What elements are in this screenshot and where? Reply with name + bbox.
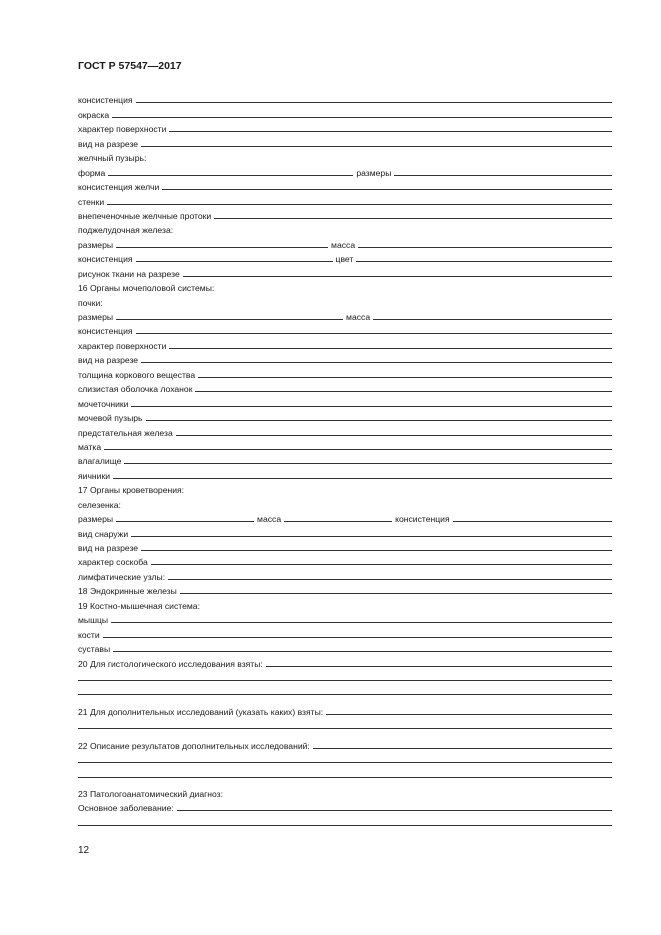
field-label: размеры [78,312,114,322]
field-label: характер соскоба [78,557,148,568]
form-row [78,423,612,437]
section-heading: 19 Костно-мышечная система: [78,600,200,611]
form-row [78,510,612,524]
form-row [78,452,612,466]
form-row [78,207,612,221]
field-label: форма [78,167,106,178]
form-row [78,409,612,423]
field-label: мышцы [78,615,109,626]
field-label: селезенка: [78,499,121,510]
section-title [78,785,612,799]
form-row [78,736,612,750]
field-label: желчный пузырь: [78,153,147,164]
fill-line[interactable] [103,637,612,638]
field-label: мочеточники [78,398,129,409]
fill-line[interactable] [168,579,612,580]
fill-line[interactable] [111,622,612,623]
field-label: характер поверхности [78,124,167,135]
fill-line[interactable] [78,694,612,695]
section-title [78,279,612,293]
field-label: характер поверхности [78,340,167,351]
field-label: поджелудочная железа: [78,225,174,236]
form-row [78,394,612,408]
field-label: мочевой пузырь [78,413,143,424]
fill-line[interactable] [112,117,612,118]
fill-line[interactable] [141,550,612,551]
fill-line[interactable] [313,748,612,749]
field-label: вид на разрезе [78,355,139,366]
field-label: консистенция [395,514,450,525]
fill-line[interactable] [356,261,612,262]
section-heading: 23 Патологоанатомический диагноз: [78,789,223,799]
fill-line[interactable] [141,362,612,363]
section-title [78,481,612,495]
autopsy-form [78,91,612,828]
fill-line[interactable] [453,521,612,522]
field-label: вид на разрезе [78,543,139,553]
field-label: вид снаружи [78,528,129,539]
form-row [78,120,612,134]
fill-line[interactable] [284,521,392,522]
fill-line[interactable] [214,218,612,219]
fill-line[interactable] [113,478,612,479]
form-row [78,654,612,668]
field-label: влагалище [78,456,122,467]
field-label: внепеченочные желчные протоки [78,210,212,221]
field-label: окраска [78,109,110,120]
field-label: масса [331,239,356,250]
section-label [78,293,612,307]
fill-line[interactable] [136,102,612,103]
form-row [78,553,612,567]
form-row [78,178,612,192]
blank-row [78,813,612,827]
form-row [78,611,612,625]
fill-line[interactable] [146,420,612,421]
fill-line[interactable] [104,449,612,450]
field-label: суставы [78,644,111,655]
fill-line[interactable] [169,348,612,349]
form-row [78,799,612,813]
form-row [78,582,612,596]
field-label: матка [78,441,102,452]
field-label: предстательная железа [78,427,173,438]
section-heading: 21 Для дополнительных исследований (указать каких) взяты: [78,706,324,717]
fill-line[interactable] [116,319,343,320]
fill-line[interactable] [151,564,612,565]
form-row [78,466,612,480]
form-row [78,192,612,206]
form-row [78,567,612,581]
field-label: размеры [78,239,114,250]
field-label: лимфатические узлы: [78,571,166,582]
fill-line[interactable] [195,391,612,392]
fill-line[interactable] [124,463,612,464]
blank-row [78,765,612,779]
form-row [78,702,612,716]
field-label: консистенция [78,326,133,337]
form-row [78,625,612,639]
field-label: яичники [78,470,111,481]
section-label [78,495,612,509]
fill-line[interactable] [373,319,612,320]
fill-line[interactable] [78,680,612,681]
field-label: консистенция желчи [78,182,160,193]
fill-line[interactable] [162,189,612,190]
form-row [78,163,612,177]
field-label: размеры [78,514,114,525]
field-label: вид на разрезе [78,138,139,149]
fill-line[interactable] [116,247,328,248]
field-label: консистенция [78,95,133,106]
form-row [78,235,612,249]
form-row [78,539,612,553]
fill-line[interactable] [78,762,612,763]
field-label: масса [257,514,282,525]
fill-line[interactable] [108,175,353,176]
fill-line[interactable] [266,666,612,667]
fill-line[interactable] [113,651,612,652]
form-row [78,640,612,654]
section-label [78,221,612,235]
field-label: консистенция [78,254,133,265]
fill-line[interactable] [198,377,612,378]
fill-line[interactable] [116,521,254,522]
fill-line[interactable] [394,175,612,176]
blank-row [78,717,612,731]
field-label: размеры [356,167,392,178]
fill-line[interactable] [78,825,612,826]
field-label: стенки [78,196,105,207]
fill-line[interactable] [141,146,612,147]
section-label [78,149,612,163]
blank-row [78,751,612,765]
field-label: масса [346,312,371,322]
form-row [78,524,612,538]
field-label: почки: [78,297,103,308]
field-label: рисунок ткани на разрезе [78,268,180,279]
section-heading: 17 Органы кроветворения: [78,485,185,496]
form-row [78,351,612,365]
fill-line[interactable] [358,247,612,248]
fill-line[interactable] [176,435,612,436]
fill-line[interactable] [136,333,612,334]
fill-line[interactable] [180,593,612,594]
fill-line[interactable] [131,406,612,407]
section-heading: 22 Описание результатов дополнительных исследований: [78,740,310,751]
field-label: толщина коркового вещества [78,369,196,380]
field-label: Основное заболевание: [78,803,174,814]
form-row [78,336,612,350]
form-row [78,250,612,264]
fill-line[interactable] [78,777,612,778]
page-number: 12 [78,845,90,856]
fill-line[interactable] [169,131,612,132]
document-header: ГОСТ Р 57547—2017 [78,60,182,72]
section-heading: 16 Органы мочеполовой системы: [78,283,215,294]
field-label: кости [78,629,100,640]
form-row [78,438,612,452]
fill-line[interactable] [177,810,612,811]
form-row [78,91,612,105]
fill-line[interactable] [136,261,333,262]
form-row [78,105,612,119]
form-row [78,308,612,322]
fill-line[interactable] [78,728,612,729]
section-heading: 20 Для гистологического исследования взяты: [78,658,263,669]
section-title [78,596,612,610]
fill-line[interactable] [326,714,612,715]
form-row [78,264,612,278]
form-row [78,322,612,336]
field-label: слизистая оболочка лоханок [78,384,193,395]
form-row [78,380,612,394]
form-row [78,365,612,379]
blank-row [78,669,612,683]
fill-line[interactable] [183,276,612,277]
section-heading: 18 Эндокринные железы [78,586,177,597]
field-label: цвет [335,254,354,265]
form-row [78,134,612,148]
blank-row [78,683,612,697]
fill-line[interactable] [107,204,612,205]
fill-line[interactable] [131,536,612,537]
